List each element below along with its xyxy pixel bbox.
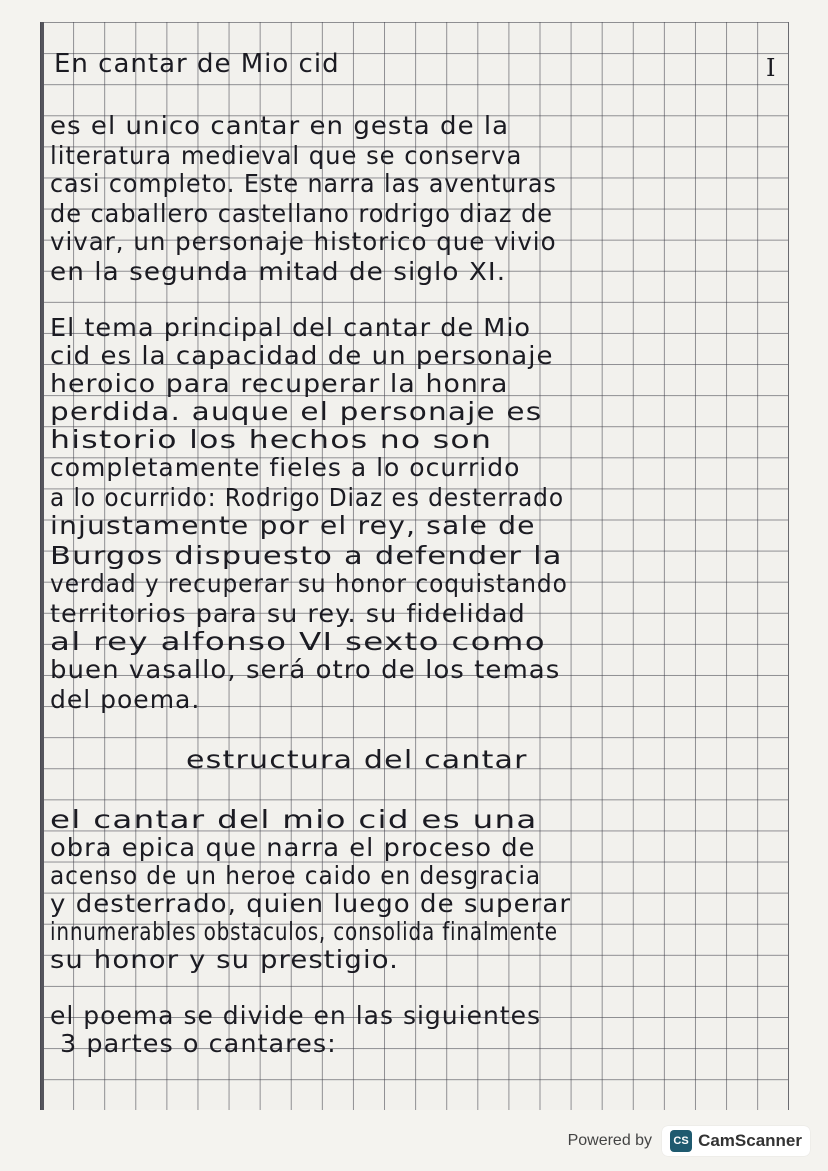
text-line: el cantar del mio cid es una <box>50 805 538 834</box>
section-heading: estructura del cantar <box>186 745 528 774</box>
text-line: innumerables obstaculos, consolida finalmente <box>50 917 558 946</box>
text-line: y desterrado, quien luego de superar <box>50 889 572 918</box>
text-line: buen vasallo, será otro de los temas <box>50 655 561 684</box>
text-line: historio los hechos no son <box>50 425 493 454</box>
text-line: verdad y recuperar su honor coquistando <box>50 569 568 598</box>
text-line: literatura medieval que se conserva <box>50 141 523 170</box>
text-line: heroico para recuperar la honra <box>50 369 509 398</box>
camscanner-badge <box>662 1126 810 1156</box>
text-line: Burgos dispuesto a defender la <box>50 541 563 570</box>
text-line: 3 partes o cantares: <box>60 1029 337 1058</box>
text-line: a lo ocurrido: Rodrigo Diaz es desterrado <box>50 483 564 512</box>
page-title: En cantar de Mio cid <box>54 49 340 79</box>
text-line: cid es la capacidad de un personaje <box>50 341 554 370</box>
text-line: El tema principal del cantar de Mio <box>50 313 532 342</box>
text-line: completamente fieles a lo ocurrido <box>50 453 521 482</box>
text-line: territorios para su rey. su fidelidad <box>50 599 526 628</box>
text-line: vivar, un personaje historico que vivio <box>50 227 557 256</box>
page-number: I <box>766 54 776 82</box>
text-line: el poema se divide en las siguientes <box>50 1001 542 1030</box>
text-line: en la segunda mitad de siglo XI. <box>50 257 507 286</box>
text-line: injustamente por el rey, sale de <box>50 511 536 540</box>
text-line: al rey alfonso VI sexto como <box>50 627 546 656</box>
camscanner-footer <box>568 1125 810 1157</box>
text-line: perdida. auque el personaje es <box>50 397 543 426</box>
text-line: de caballero castellano rodrigo diaz de <box>50 199 553 228</box>
text-line: su honor y su prestigio. <box>50 945 399 974</box>
text-line: del poema. <box>50 685 201 714</box>
margin-line <box>41 22 44 1110</box>
camscanner-name: CamScanner <box>698 1131 802 1150</box>
camscanner-logo-icon: CS <box>670 1130 692 1152</box>
text-line: obra epica que narra el proceso de <box>50 833 536 862</box>
text-line: acenso de un heroe caido en desgracia <box>50 861 542 890</box>
text-line: casi completo. Este narra las aventuras <box>50 169 557 198</box>
text-line: es el unico cantar en gesta de la <box>50 111 510 140</box>
powered-by-label: Powered by <box>567 1132 653 1149</box>
